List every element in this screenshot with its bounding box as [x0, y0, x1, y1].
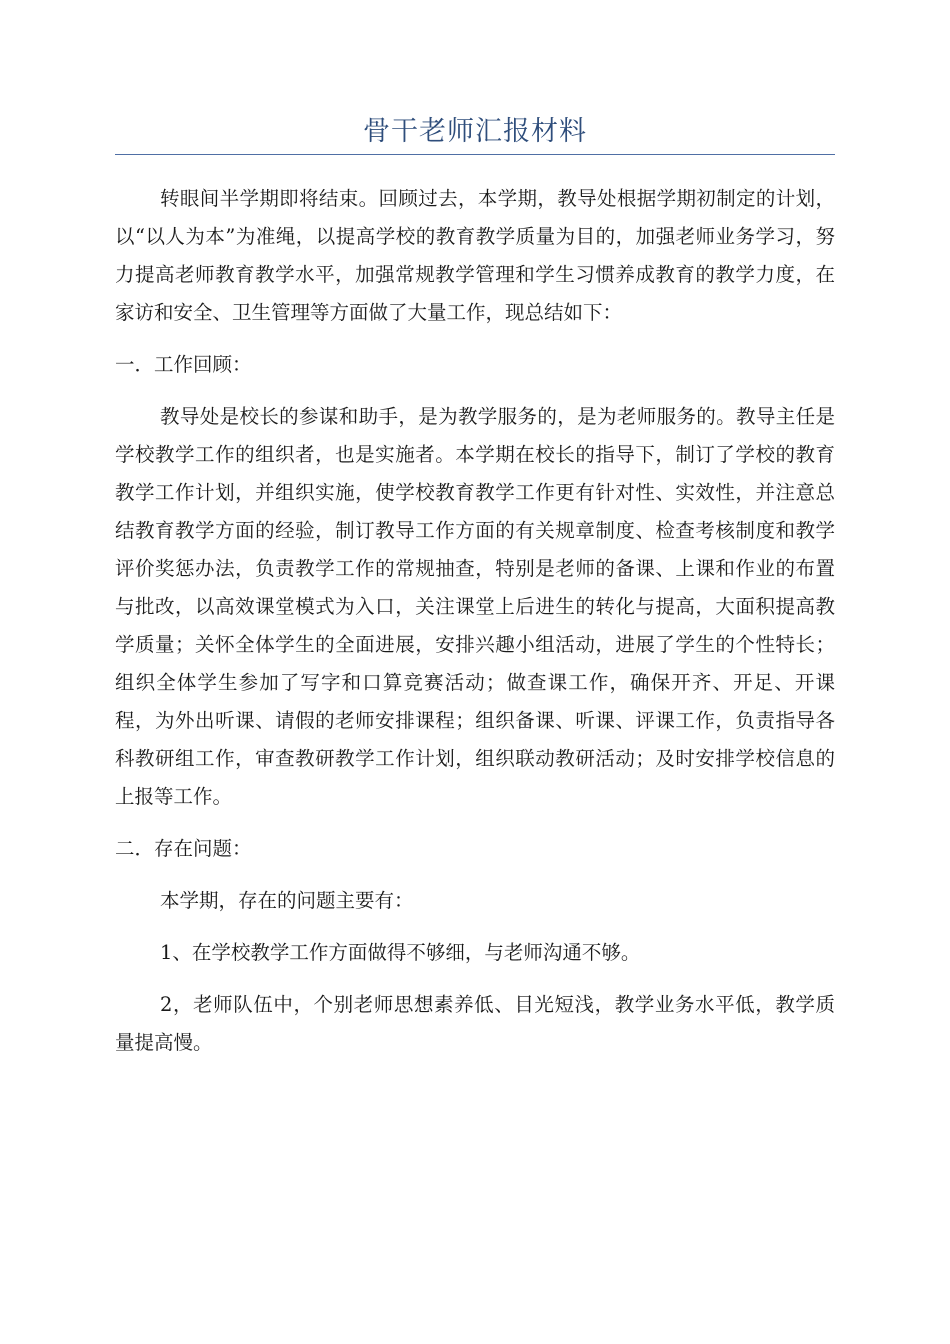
title-underline [115, 154, 835, 155]
paragraph-problems-intro: 本学期，存在的问题主要有： [160, 889, 414, 912]
document-title: 骨干老师汇报材料 [363, 116, 587, 147]
paragraph-problem-2: 2，老师队伍中，个别老师思想素养低、目光短浅，教学业务水平低，教学质量提高慢。 [115, 993, 835, 1054]
paragraph-review: 教导处是校长的参谋和助手，是为教学服务的，是为老师服务的。教导主任是学校教学工作的组织者，也是实施者。本学期在校长的指导下，制订了学校的教育教学工作计划，并组织实施，使学校教育教学工作更有针对性、实效性，并注意总结教育教学方面的经验，制订教导工作方面的有关规章制度、检查考核制度和教学评价奖惩办法，负责教学工作的常规抽查，特别是老师的备课、上课和作业的布置与批改，以高效课堂模式为入口，关注课堂上后进生的转化与提高，大面积提高教学质量；关怀全体学生的全面进展，安排兴趣小组活动，进展了学生的个性特长；组织全体学生参加了写字和口算竞赛活动；做查课工作，确保开齐、开足、开课程，为外出听课、请假的老师安排课程；组织备课、听课、评课工作，负责指导各科教研组工作，审查教研教学工作计划，组织联动教研活动；及时安排学校信息的上报等工作。 [115, 405, 835, 808]
section-heading-review: 一．工作回顾： [115, 353, 252, 376]
paragraph-intro: 转眼间半学期即将结束。回顾过去，本学期，教导处根据学期初制定的计划，以“以人为本”为准绳，以提高学校的教育教学质量为目的，加强老师业务学习，努力提高老师教育教学水平，加强常规教学管理和学生习惯养成教育的教学力度，在家访和安全、卫生管理等方面做了大量工作，现总结如下： [115, 187, 835, 324]
document-body [115, 180, 835, 1062]
paragraph-problem-1: 1、在学校教学工作方面做得不够细，与老师沟通不够。 [160, 941, 641, 964]
section-heading-problems: 二．存在问题： [115, 837, 252, 860]
